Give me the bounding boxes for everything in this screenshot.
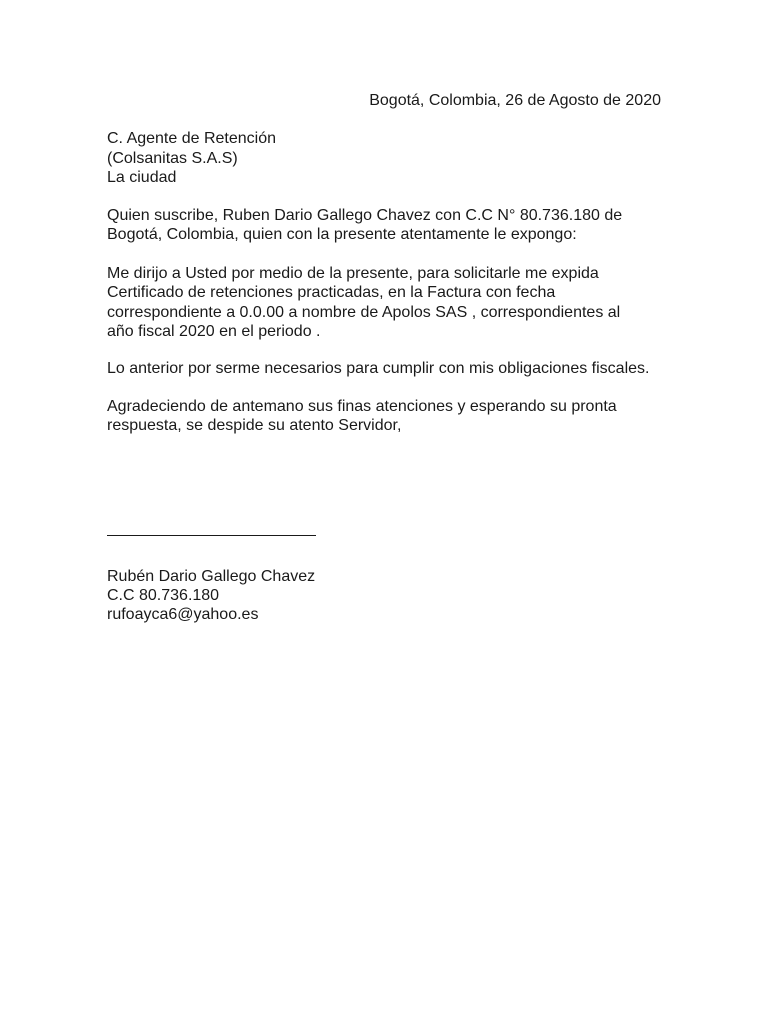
reason-line: Lo anterior por serme necesarios para cumplir con mis obligaciones fiscales.: [107, 360, 650, 377]
body-line-4: año fiscal 2020 en el periodo .: [107, 323, 321, 340]
body-line-3: correspondiente a 0.0.00 a nombre de Apolos SAS , correspondientes al: [107, 304, 621, 321]
signature-email: rufoayca6@yahoo.es: [107, 606, 259, 623]
letter-date: Bogotá, Colombia, 26 de Agosto de 2020: [369, 92, 661, 109]
closing-line-1: Agradeciendo de antemano sus finas atenciones y esperando su pronta: [107, 398, 617, 415]
signature-id: C.C 80.736.180: [107, 587, 220, 604]
recipient-company: (Colsanitas S.A.S): [107, 150, 238, 167]
signature-line: [107, 535, 316, 536]
body-line-1: Me dirijo a Usted por medio de la presente, para solicitarle me expida: [107, 265, 599, 282]
body-line-2: Certificado de retenciones practicadas, en la Factura con fecha: [107, 284, 556, 301]
signature-name: Rubén Dario Gallego Chavez: [107, 568, 316, 585]
intro-line-2: Bogotá, Colombia, quien con la presente atentamente le expongo:: [107, 226, 577, 243]
recipient-city: La ciudad: [107, 169, 177, 186]
intro-line-1: Quien suscribe, Ruben Dario Gallego Chavez con C.C N° 80.736.180 de: [107, 207, 623, 224]
closing-line-2: respuesta, se despide su atento Servidor,: [107, 417, 402, 434]
recipient-title: C. Agente de Retención: [107, 130, 277, 147]
